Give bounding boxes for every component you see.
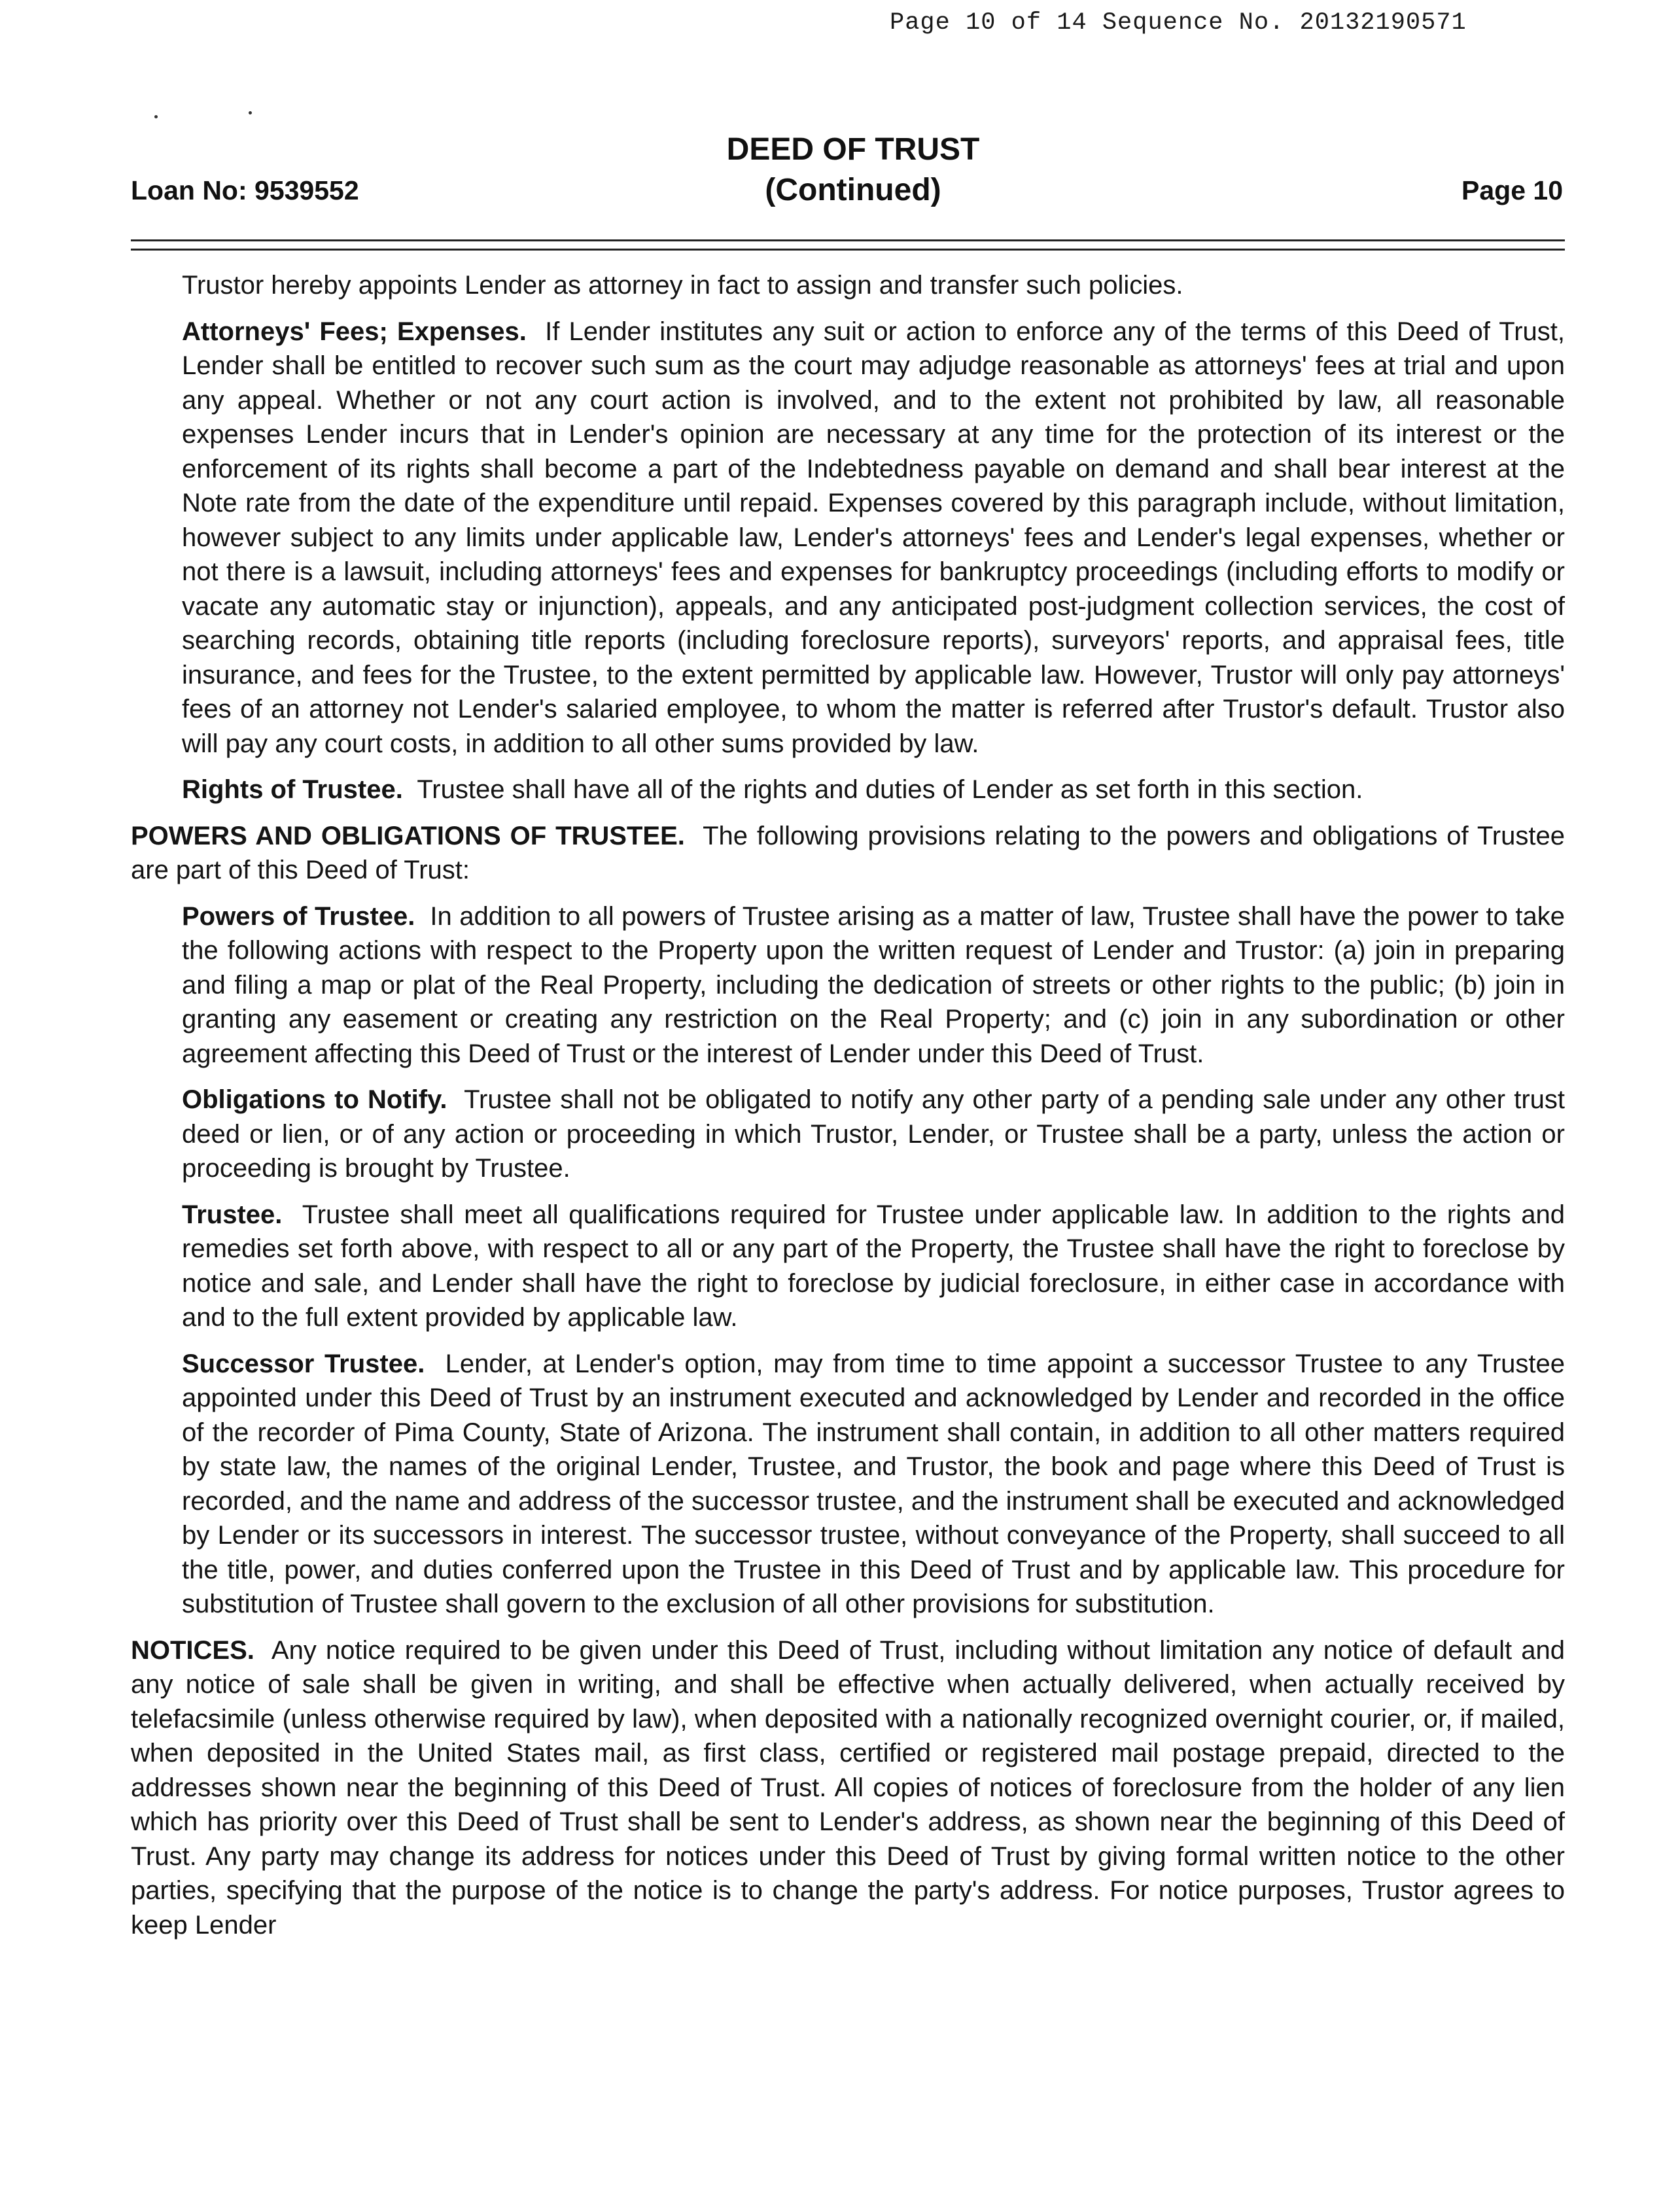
paragraph-trustee (182, 1198, 1565, 1335)
paragraph-powers-of-trustee (182, 899, 1565, 1071)
paragraph-heading: Rights of Trustee. (182, 775, 403, 804)
section-heading: NOTICES. (131, 1635, 254, 1665)
page-number: Page 10 (1461, 175, 1563, 205)
paragraph-obligations-to-notify (182, 1083, 1565, 1186)
recording-stamp: Page 10 of 14 Sequence No. 20132190571 (890, 9, 1467, 37)
paragraph-heading: Attorneys' Fees; Expenses. (182, 317, 527, 346)
scan-specks (154, 110, 259, 123)
loan-number: Loan No: 9539552 (131, 175, 359, 205)
section-text: The following provisions relating to the powers and obligations of Trustee are part of this Deed of Trust: (131, 821, 1565, 884)
paragraph-text: Lender, at Lender's option, may from time to time appoint a successor Trustee to any Trustee appointed under this Deed of Trust by an instrument executed and acknowledged by Lender and recorded in the office of the recorder of Pima County, State of Arizona. The instrument shall contain, in addition to all other matters required by state law, the names of the original Lender, Trustee, and Trustor, the book and page where this Deed of Trust is recorded, and the name and address of the successor trustee, and the instrument shall be executed and acknowledged by Lender or its successors in interest. The successor trustee, without conveyance of the Property, shall succeed to all the title, power, and duties conferred upon the Trustee in this Deed of Trust and by applicable law. This procedure for substitution of Trustee shall govern to the exclusion of all other provisions for substitution. (182, 1349, 1566, 1618)
section-heading: POWERS AND OBLIGATIONS OF TRUSTEE. (131, 821, 685, 850)
paragraph-text: Trustee shall meet all qualifications required for Trustee under applicable law. In addition to the rights and remedies set forth above, with respect to all or any part of the Property, the Trustee shall have the right to foreclose by notice and sale, and Lender shall have the right to foreclose by judicial foreclosure, in either case in accordance with and to the full extent provided by applicable law. (182, 1200, 1565, 1332)
header-rule-top (131, 239, 1565, 241)
paragraph-rights-of-trustee (182, 773, 1565, 807)
header-rule-bottom (131, 249, 1565, 251)
document-body (131, 268, 1565, 1954)
paragraph-text: Trustee shall have all of the rights and duties of Lender as set forth in this section. (417, 775, 1363, 804)
paragraph-heading: Successor Trustee. (182, 1349, 425, 1378)
paragraph-heading: Trustee. (182, 1200, 283, 1229)
paragraph-text: In addition to all powers of Trustee arising as a matter of law, Trustee shall have the power to take the following actions with respect to the Property upon the written request of Lender and Trustor: (a) join in preparing and filing a map or plat of the Real Property, including the dedication of streets or other rights to the public; (b) join in granting any easement or creating any restriction on the Real Property; and (c) join in any subordination or other agreement affecting this Deed of Trust or the interest of Lender under this Deed of Trust. (182, 901, 1565, 1068)
section-text: Any notice required to be given under this Deed of Trust, including without limitation any notice of default and any notice of sale shall be given in writing, and shall be effective when actually delivered, when actually received by telefacsimile (unless otherwise required by law), when deposited with a nationally recognized overnight courier, or, if mailed, when deposited in the United States mail, as first class, certified or registered mail postage prepaid, directed to the addresses shown near the beginning of this Deed of Trust. All copies of notices of foreclosure from the holder of any lien which has priority over this Deed of Trust shall be sent to Lender's address, as shown near the beginning of this Deed of Trust. Any party may change its address for notices under this Deed of Trust by giving formal written notice to the other parties, specifying that the purpose of the notice is to change the party's address. For notice purposes, Trustor agrees to keep Lender (131, 1635, 1565, 1940)
paragraph-text: Trustor hereby appoints Lender as attorney in fact to assign and transfer such policies. (182, 271, 1183, 300)
paragraph-attorneys-fees (182, 315, 1565, 761)
document-subtitle: (Continued) (765, 173, 941, 207)
paragraph-heading: Powers of Trustee. (182, 901, 415, 931)
paragraph-heading: Obligations to Notify. (182, 1085, 447, 1114)
paragraph-successor-trustee (182, 1347, 1565, 1622)
paragraph-text: If Lender institutes any suit or action to enforce any of the terms of this Deed of Trust, Lender shall be entitled to recover such sum as the court may adjudge reasonable as attorneys' fees at trial and upon any appeal. Whether or not any court action is involved, and to the extent not prohibited by law, all reasonable expenses Lender incurs that in Lender's opinion are necessary at any time for the protection of its interest or the enforcement of its rights shall become a part of the Indebtedness payable on demand and shall bear interest at the Note rate from the date of the expenditure until repaid. Expenses covered by this paragraph include, without limitation, however subject to any limits under applicable law, Lender's attorneys' fees and Lender's legal expenses, whether or not there is a lawsuit, including attorneys' fees and expenses for bankruptcy proceedings (including efforts to modify or vacate any automatic stay or injunction), appeals, and any anticipated post-judgment collection services, the cost of searching records, obtaining title reports (including foreclosure reports), surveyors' reports, and appraisal fees, title insurance, and fees for the Trustee, to the extent permitted by applicable law. However, Trustor will only pay attorneys' fees of an attorney not Lender's salaried employee, to whom the matter is referred after Trustor's default. Trustor also will pay any court costs, in addition to all other sums provided by law. (182, 317, 1565, 758)
paragraph-text: Trustee shall not be obligated to notify any other party of a pending sale under any other trust deed or lien, or of any action or proceeding in which Trustor, Lender, or Trustee shall be a party, unless the action or proceeding is brought by Trustee. (182, 1085, 1565, 1183)
document-title: DEED OF TRUST (726, 132, 980, 167)
section-notices (131, 1633, 1565, 1943)
paragraph-policies-attorney (182, 268, 1565, 303)
section-powers-obligations (131, 819, 1565, 888)
